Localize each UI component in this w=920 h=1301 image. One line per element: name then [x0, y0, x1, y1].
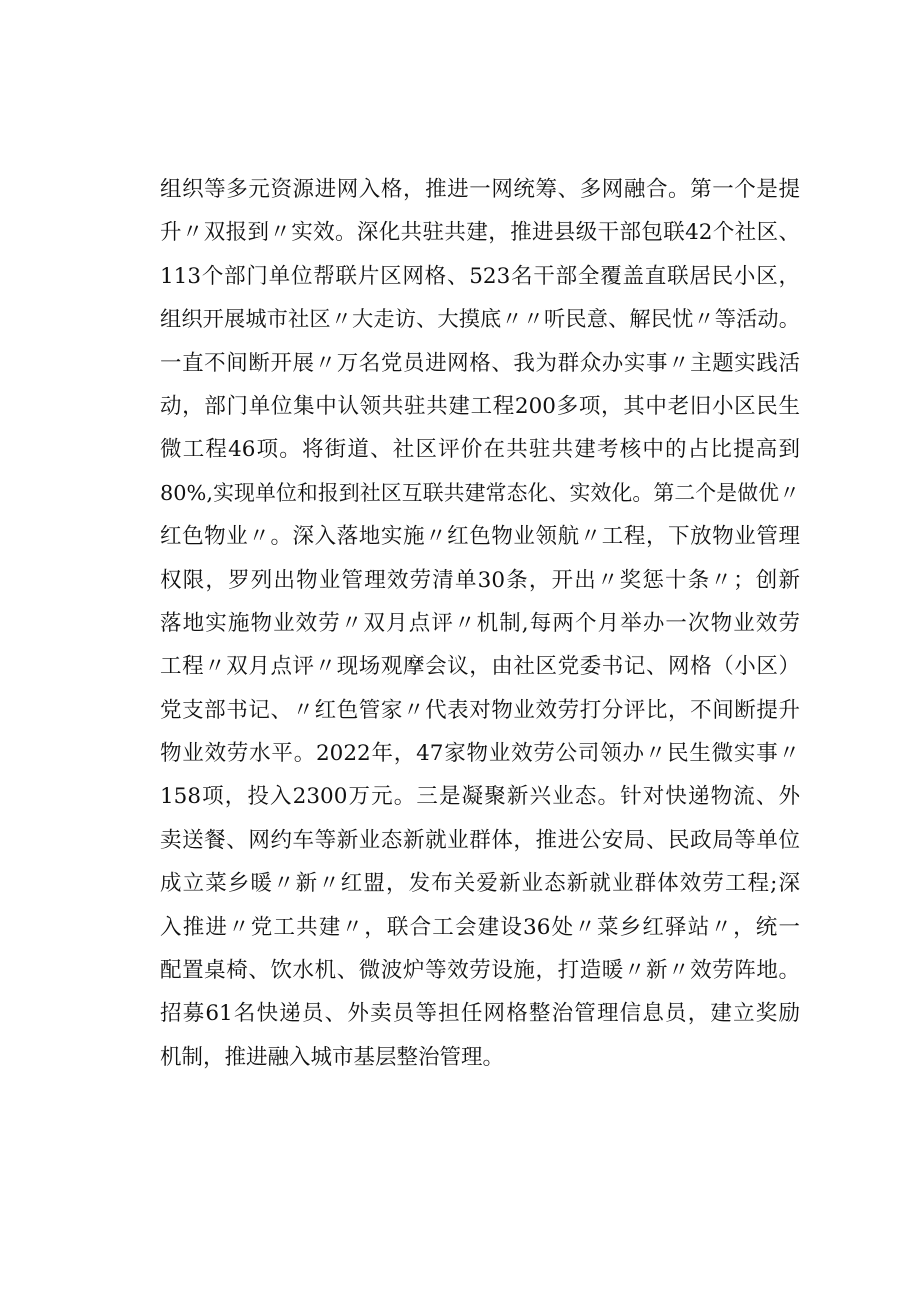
text-line: 权限，罗列出物业管理效劳清单30条，开出〃奖惩十条〃；创新	[160, 567, 800, 593]
text-line: 升〃双报到〃实效。深化共驻共建，推进县级干部包联42个社区、	[160, 220, 800, 246]
text-line: 一直不间断开展〃万名党员进网格、我为群众办实事〃主题实践活	[160, 350, 800, 376]
text-line: 113个部门单位帮联片区网格、523名干部全覆盖直联居民小区，	[160, 263, 800, 289]
text-line: 80%,实现单位和报到社区互联共建常态化、实效化。第二个是做优〃	[160, 480, 800, 505]
text-line: 卖送餐、网约车等新业态新就业群体，推进公安局、民政局等单位	[160, 827, 800, 853]
text-line: 配置桌椅、饮水机、微波炉等效劳设施，打造暖〃新〃效劳阵地。	[160, 958, 800, 984]
text-line: 组织等多元资源进网入格，推进一网统筹、多网融合。第一个是提	[160, 177, 800, 202]
text-line: 党支部书记、〃红色管家〃代表对物业效劳打分评比，不间断提升	[160, 697, 800, 723]
text-line: 落地实施物业效劳〃双月点评〃机制,每两个月举办一次物业效劳	[160, 610, 800, 636]
text-line: 红色物业〃。深入落地实施〃红色物业领航〃工程，下放物业管理	[160, 524, 800, 550]
text-line: 物业效劳水平。2022年，47家物业效劳公司领办〃民生微实事〃	[160, 741, 800, 767]
text-line: 招募61名快递员、外卖员等担任网格整治管理信息员，建立奖励	[160, 1001, 800, 1027]
text-line: 入推进〃党工共建〃，联合工会建设36处〃菜乡红驿站〃，统一	[160, 914, 800, 940]
body-paragraph	[160, 168, 800, 1079]
text-line: 成立菜乡暖〃新〃红盟，发布关爱新业态新就业群体效劳工程;深	[160, 871, 800, 897]
text-line: 动，部门单位集中认领共驻共建工程200多项，其中老旧小区民生	[160, 393, 800, 419]
text-line: 158项，投入2300万元。三是凝聚新兴业态。针对快递物流、外	[160, 784, 800, 810]
text-line: 组织开展城市社区〃大走访、大摸底〃〃听民意、解民忧〃等活动。	[160, 307, 800, 333]
text-line: 工程〃双月点评〃现场观摩会议，由社区党委书记、网格（小区）	[160, 654, 800, 680]
text-line: 微工程46项。将街道、社区评价在共驻共建考核中的占比提高到	[160, 437, 800, 463]
text-line-last: 机制，推进融入城市基层整治管理。	[160, 1044, 505, 1070]
